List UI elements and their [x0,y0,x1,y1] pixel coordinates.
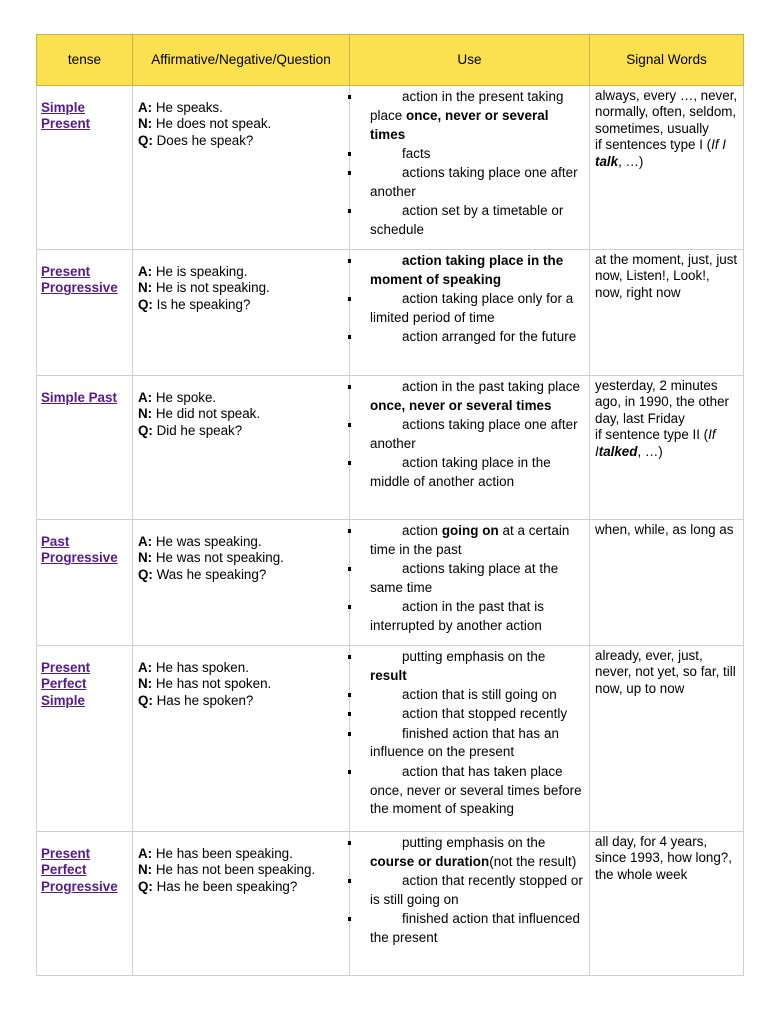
bullet-icon [348,171,351,175]
form-key: N: [138,116,153,132]
signal-words-cell [590,646,744,832]
use-list [354,378,585,492]
signal-text: already, ever, just, never, not yet, so far, till now, up to now [595,648,740,696]
use-text: action [402,523,442,538]
table-row [37,250,744,376]
use-text: action that is still going on [402,687,557,703]
tense-link[interactable]: Progressive [41,878,118,894]
form-sentence: He was speaking. [152,534,262,549]
tense-link[interactable]: Progressive [41,280,118,296]
tense-link[interactable]: Simple [41,692,85,708]
signal-text: if sentence type II ( [595,427,709,443]
signal-words-cell [590,520,744,646]
use-list [354,88,585,240]
tense-link[interactable]: Perfect [41,862,87,878]
form-key: N: [138,676,153,692]
use-item [354,910,585,948]
use-item [354,454,585,492]
use-list [354,834,585,948]
use-text: action that recently stopped or is still going on [370,873,583,907]
form-line [138,676,345,692]
tense-link[interactable]: Present [41,660,91,675]
tense-link[interactable]: Present [41,846,91,861]
tense-cell [37,86,133,250]
use-cell [350,250,590,376]
use-cell [350,376,590,520]
use-emphasis: once, never or several times [370,397,552,413]
bullet-icon [348,770,351,774]
use-cell [350,646,590,832]
table-row [37,86,744,250]
use-item [354,560,585,598]
use-emphasis: once, never or several times [370,107,549,142]
form-key: A: [138,264,153,279]
use-item [354,328,585,347]
use-item [354,522,585,560]
bullet-icon [348,423,351,427]
form-line [138,846,345,862]
form-line [138,693,345,709]
use-text: action in the past that is interrupted by another action [370,599,544,633]
use-emphasis: course or duration [370,853,490,869]
forms-cell [133,520,350,646]
signal-text: talk [595,153,619,169]
use-text: action that stopped recently [402,706,568,722]
bullet-icon [348,605,351,609]
form-line [138,100,345,116]
tense-link[interactable]: Perfect [41,676,87,692]
use-cell [350,520,590,646]
form-line [138,264,345,280]
tense-link[interactable]: Past [41,534,70,549]
form-sentence: Is he speaking? [152,296,251,312]
tense-cell [37,250,133,376]
tense-link[interactable]: Present [41,264,91,279]
form-sentence: He spoke. [152,390,217,405]
form-sentence: Was he speaking? [152,566,267,582]
use-text: action in the present taking place [370,89,564,123]
signal-text: if sentences type I ( [595,137,712,153]
signal-text: , …) [618,153,644,169]
signal-text: when, while, as long as [595,522,734,537]
form-line [138,879,345,895]
use-item [354,252,585,290]
bullet-icon [348,712,351,716]
form-key: Q: [138,296,153,312]
use-text: action taking place only for a limited period of time [370,291,574,325]
tense-cell [37,520,133,646]
use-item [354,290,585,328]
signal-words-cell [590,250,744,376]
use-list [354,522,585,636]
use-item [354,872,585,910]
tense-link[interactable]: Simple Past [41,390,117,405]
use-text: action that has taken place once, never or several times before the moment of speaking [370,763,582,817]
use-item [354,725,585,763]
header-use: Use [350,35,590,86]
use-item [354,648,585,686]
form-sentence: He is speaking. [152,264,248,279]
form-key: Q: [138,422,153,438]
use-item [354,416,585,454]
form-key: N: [138,280,153,296]
use-item [354,834,585,872]
use-emphasis: action taking place in the moment of speaking [370,253,564,287]
use-text: (not the result) [489,853,577,869]
use-text: facts [402,145,431,161]
signal-text: at the moment, just, just now, Listen!, Look!, now, right now [595,252,741,300]
bullet-icon [348,655,351,659]
header-signal-words: Signal Words [590,35,744,86]
signal-words-cell [590,376,744,520]
form-sentence: He has not spoken. [152,676,272,692]
bullet-icon [348,297,351,301]
form-key: A: [138,534,153,549]
signal-text: always, every …, never, normally, often, seldom, sometimes, usually [595,88,741,136]
signal-text: If [711,137,719,153]
use-cell [350,86,590,250]
use-text: action taking place in the middle of another action [370,455,551,489]
signal-text: yesterday, 2 minutes ago, in 1990, the other day, last Friday [595,378,733,426]
use-item [354,164,585,202]
use-text: putting emphasis on the [402,835,546,850]
signal-words-cell [590,832,744,976]
signal-text [726,137,730,152]
form-key: Q: [138,132,153,148]
tense-cell [37,646,133,832]
tense-link[interactable]: Progressive [41,550,118,566]
form-key: A: [138,660,153,675]
form-key: N: [138,862,153,878]
forms-cell [133,250,350,376]
use-text: actions taking place one after another [370,165,578,199]
header-forms: Affirmative/Negative/Question [133,35,350,86]
use-text: at a certain time in the past [370,523,570,557]
signal-text: If [708,427,716,443]
form-sentence: He has been speaking. [152,846,293,861]
form-sentence: Did he speak? [152,422,243,438]
signal-text: I [595,443,599,459]
form-line [138,423,345,439]
tense-link[interactable]: Present [41,116,91,132]
bullet-icon [348,841,351,845]
bullet-icon [348,209,351,213]
use-text: putting emphasis on the [402,649,546,664]
signal-text: I [722,137,727,153]
table-body [37,86,744,976]
tense-cell [37,376,133,520]
form-key: N: [138,406,153,422]
forms-cell [133,376,350,520]
use-item [354,378,585,416]
form-key: Q: [138,878,153,894]
form-line [138,567,345,583]
use-text: action arranged for the future [402,329,577,345]
form-line [138,862,345,878]
signal-text: , …) [637,443,663,459]
use-item [354,763,585,819]
bullet-icon [348,385,351,389]
table-row [37,832,744,976]
form-key: A: [138,846,153,861]
form-line [138,297,345,313]
form-sentence: Does he speak? [152,132,254,148]
form-line [138,550,345,566]
bullet-icon [348,461,351,465]
form-key: A: [138,100,153,115]
signal-words-cell [590,86,744,250]
form-key: N: [138,550,153,566]
form-key: A: [138,390,153,405]
header-tense: tense [37,35,133,86]
form-line [138,390,345,406]
bullet-icon [348,95,351,99]
forms-cell [133,86,350,250]
use-text: finished action that influenced the present [370,911,580,945]
form-key: Q: [138,692,153,708]
bullet-icon [348,879,351,883]
signal-text: all day, for 4 years, since 1993, how long?, the whole week [595,834,736,882]
forms-cell [133,646,350,832]
bullet-icon [348,335,351,339]
use-list [354,252,585,347]
use-text: actions taking place at the same time [370,561,559,595]
tenses-table [36,34,744,976]
bullet-icon [348,152,351,156]
bullet-icon [348,693,351,697]
form-sentence: He has spoken. [152,660,249,675]
bullet-icon [348,259,351,263]
use-cell [350,832,590,976]
tense-link[interactable]: Simple [41,100,85,115]
form-sentence: Has he been speaking? [152,878,298,894]
tense-cell [37,832,133,976]
table-row [37,376,744,520]
use-text: action set by a timetable or schedule [370,203,564,238]
form-sentence: He speaks. [152,100,223,115]
form-sentence: He is not speaking. [152,280,270,296]
form-line [138,406,345,422]
use-text: finished action that has an influence on the present [370,725,559,760]
form-sentence: He was not speaking. [152,550,284,566]
use-item [354,705,585,724]
use-text: actions taking place one after another [370,417,578,451]
use-text: action in the past taking place [402,379,580,394]
form-line [138,280,345,296]
bullet-icon [348,732,351,736]
use-list [354,648,585,819]
bullet-icon [348,917,351,921]
use-item [354,598,585,636]
form-sentence: He does not speak. [152,116,272,132]
signal-text [716,427,720,442]
use-item [354,686,585,705]
form-sentence: He has not been speaking. [152,862,316,878]
use-emphasis: result [370,667,407,683]
bullet-icon [348,567,351,571]
form-sentence: Has he spoken? [152,692,254,708]
bullet-icon [348,529,351,533]
use-item [354,88,585,144]
forms-cell [133,832,350,976]
use-item [354,145,585,164]
form-line [138,534,345,550]
use-item [354,202,585,240]
table-row [37,646,744,832]
form-line [138,133,345,149]
table-row [37,520,744,646]
form-sentence: He did not speak. [152,406,261,422]
form-line [138,116,345,132]
form-line [138,660,345,676]
use-emphasis: going on [441,523,499,538]
header-row [37,35,744,86]
form-key: Q: [138,566,153,582]
signal-text: talked [598,443,638,459]
